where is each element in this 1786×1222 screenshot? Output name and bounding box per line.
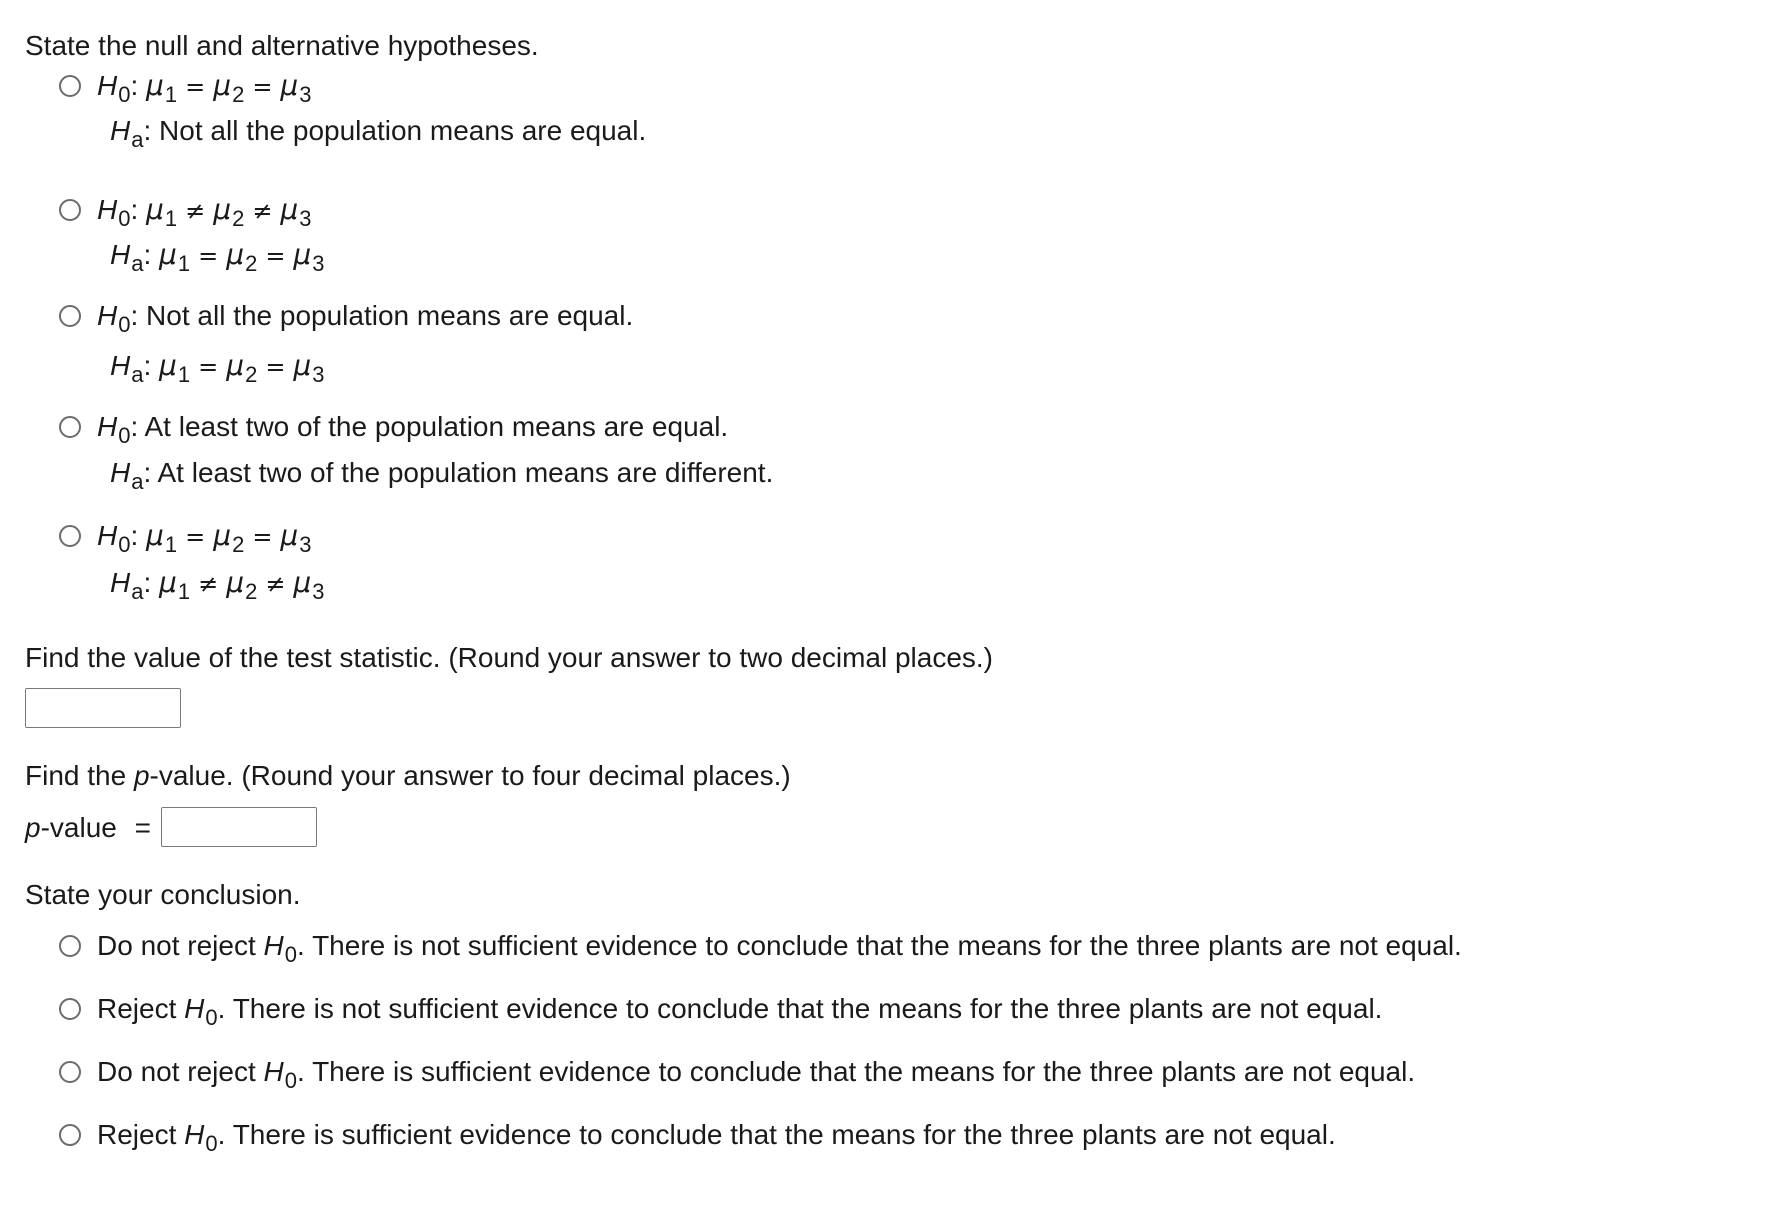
subscript-3: 3 bbox=[299, 532, 312, 557]
conclusion-option-1-text bbox=[97, 928, 1462, 966]
h0-subscript: 0 bbox=[284, 942, 298, 967]
conclusion-pre: Reject bbox=[97, 1119, 185, 1150]
colon: : bbox=[130, 194, 139, 225]
p-letter: p bbox=[25, 812, 41, 843]
subscript-3: 3 bbox=[299, 82, 312, 107]
h0-text: Not all the population means are equal. bbox=[146, 300, 634, 331]
ha-symbol: H bbox=[110, 457, 131, 488]
mu-symbol: μ bbox=[159, 238, 177, 271]
ha-symbol: H bbox=[110, 115, 131, 146]
equals-sign: = bbox=[198, 242, 219, 270]
hypothesis-option-2-ha bbox=[110, 237, 325, 275]
h0-symbol: H bbox=[97, 520, 118, 551]
equals-sign: = bbox=[134, 812, 151, 843]
p-value-input-box[interactable] bbox=[161, 807, 317, 847]
conclusion-post: . There is not sufficient evidence to conclude that the means for the three plants are not equal. bbox=[217, 993, 1383, 1024]
conclusion-option-2-text bbox=[97, 991, 1382, 1029]
conclusion-option-4-radio[interactable] bbox=[59, 1124, 81, 1146]
h0-symbol: H bbox=[97, 411, 118, 442]
mu-symbol: μ bbox=[280, 519, 299, 552]
ha-subscript: a bbox=[131, 362, 144, 387]
colon: : bbox=[143, 457, 152, 488]
subscript-2: 2 bbox=[232, 532, 245, 557]
conclusion-pre: Do not reject bbox=[97, 930, 264, 961]
ha-subscript: a bbox=[131, 469, 144, 494]
hypotheses-prompt: State the null and alternative hypotheses. bbox=[25, 30, 539, 61]
subscript-1: 1 bbox=[177, 362, 191, 387]
colon: : bbox=[130, 300, 139, 331]
h0-subscript: 0 bbox=[205, 1131, 218, 1156]
conclusion-post: . There is sufficient evidence to conclude that the means for the three plants are not equal. bbox=[217, 1119, 1336, 1150]
ha-subscript: a bbox=[131, 251, 144, 276]
hypothesis-option-3-ha bbox=[110, 348, 325, 386]
not-equals-sign: ≠ bbox=[185, 197, 206, 225]
ha-subscript: a bbox=[131, 579, 144, 604]
mu-symbol: μ bbox=[280, 193, 299, 226]
p-value-label bbox=[25, 810, 151, 846]
h0-symbol: H bbox=[97, 194, 118, 225]
hypothesis-option-4-ha bbox=[110, 455, 773, 493]
mu-symbol: μ bbox=[146, 69, 164, 102]
colon: : bbox=[143, 239, 152, 270]
hypothesis-option-4-h0 bbox=[97, 409, 728, 447]
equals-sign: = bbox=[252, 523, 273, 551]
p-value-label-text: -value bbox=[40, 812, 117, 843]
mu-symbol: μ bbox=[146, 519, 164, 552]
hypothesis-option-1-radio[interactable] bbox=[59, 75, 81, 97]
p-value-prompt bbox=[25, 758, 791, 794]
hypothesis-option-2-h0 bbox=[97, 192, 312, 230]
colon: : bbox=[130, 70, 139, 101]
h0-symbol: H bbox=[184, 1119, 205, 1150]
subscript-1: 1 bbox=[164, 532, 178, 557]
mu-symbol: μ bbox=[226, 238, 245, 271]
colon: : bbox=[143, 567, 152, 598]
conclusion-option-3-text bbox=[97, 1054, 1415, 1092]
mu-symbol: μ bbox=[226, 349, 245, 382]
h0-text: At least two of the population means are equal. bbox=[144, 411, 729, 442]
colon: : bbox=[130, 520, 139, 551]
h0-subscript: 0 bbox=[118, 423, 131, 448]
equals-sign: = bbox=[252, 73, 273, 101]
conclusion-post: . There is not sufficient evidence to conclude that the means for the three plants are not equal. bbox=[297, 930, 1462, 961]
h0-subscript: 0 bbox=[118, 312, 131, 337]
ha-symbol: H bbox=[110, 239, 131, 270]
subscript-1: 1 bbox=[164, 82, 178, 107]
mu-symbol: μ bbox=[213, 69, 232, 102]
subscript-2: 2 bbox=[232, 206, 245, 231]
mu-symbol: μ bbox=[159, 566, 177, 599]
test-statistic-input-box[interactable] bbox=[25, 688, 181, 728]
equals-sign: = bbox=[265, 242, 286, 270]
not-equals-sign: ≠ bbox=[265, 570, 286, 598]
p-letter: p bbox=[133, 760, 150, 791]
mu-symbol: μ bbox=[293, 566, 312, 599]
ha-symbol: H bbox=[110, 567, 131, 598]
subscript-2: 2 bbox=[245, 251, 258, 276]
mu-symbol: μ bbox=[213, 193, 232, 226]
subscript-1: 1 bbox=[164, 206, 178, 231]
mu-symbol: μ bbox=[213, 519, 232, 552]
conclusion-option-1-radio[interactable] bbox=[59, 935, 81, 957]
ha-text: At least two of the population means are different. bbox=[157, 457, 774, 488]
p-value-prompt-rest: -value. (Round your answer to four decimal places.) bbox=[149, 760, 791, 791]
mu-symbol: μ bbox=[293, 349, 312, 382]
colon: : bbox=[143, 115, 152, 146]
hypothesis-option-5-ha bbox=[110, 565, 325, 603]
hypothesis-option-5-h0 bbox=[97, 518, 312, 556]
conclusion-prompt: State your conclusion. bbox=[25, 879, 301, 910]
conclusion-option-4-text bbox=[97, 1117, 1336, 1155]
subscript-3: 3 bbox=[312, 251, 325, 276]
h0-symbol: H bbox=[263, 930, 284, 961]
h0-symbol: H bbox=[184, 993, 205, 1024]
p-value-input[interactable] bbox=[162, 808, 316, 846]
equals-sign: = bbox=[265, 353, 286, 381]
h0-symbol: H bbox=[263, 1056, 284, 1087]
conclusion-post: . There is sufficient evidence to conclude that the means for the three plants are not equal. bbox=[297, 1056, 1416, 1087]
equals-sign: = bbox=[185, 73, 206, 101]
conclusion-option-2-radio[interactable] bbox=[59, 998, 81, 1020]
conclusion-pre: Do not reject bbox=[97, 1056, 264, 1087]
not-equals-sign: ≠ bbox=[198, 570, 219, 598]
subscript-1: 1 bbox=[177, 251, 191, 276]
subscript-2: 2 bbox=[245, 579, 258, 604]
h0-subscript: 0 bbox=[118, 82, 131, 107]
h0-subscript: 0 bbox=[118, 206, 131, 231]
subscript-2: 2 bbox=[232, 82, 245, 107]
ha-text: Not all the population means are equal. bbox=[159, 115, 647, 146]
hypothesis-option-3-radio[interactable] bbox=[59, 305, 81, 327]
subscript-1: 1 bbox=[177, 579, 191, 604]
test-statistic-prompt: Find the value of the test statistic. (Round your answer to two decimal places.) bbox=[25, 642, 994, 673]
mu-symbol: μ bbox=[293, 238, 312, 271]
subscript-3: 3 bbox=[299, 206, 312, 231]
mu-symbol: μ bbox=[146, 193, 164, 226]
ha-subscript: a bbox=[131, 127, 144, 152]
p-value-prompt-prefix: Find the bbox=[25, 760, 134, 791]
hypothesis-option-4-radio[interactable] bbox=[59, 416, 81, 438]
h0-subscript: 0 bbox=[118, 532, 131, 557]
colon: : bbox=[143, 350, 152, 381]
subscript-3: 3 bbox=[312, 362, 325, 387]
mu-symbol: μ bbox=[159, 349, 177, 382]
test-statistic-input[interactable] bbox=[26, 689, 180, 727]
hypothesis-option-1-h0 bbox=[97, 68, 312, 106]
conclusion-option-3-radio[interactable] bbox=[59, 1061, 81, 1083]
h0-symbol: H bbox=[97, 70, 118, 101]
colon: : bbox=[130, 411, 139, 442]
equals-sign: = bbox=[185, 523, 206, 551]
conclusion-pre: Reject bbox=[97, 993, 185, 1024]
h0-subscript: 0 bbox=[205, 1005, 218, 1030]
equals-sign: = bbox=[198, 353, 219, 381]
hypothesis-option-2-radio[interactable] bbox=[59, 199, 81, 221]
ha-symbol: H bbox=[110, 350, 131, 381]
h0-symbol: H bbox=[97, 300, 118, 331]
mu-symbol: μ bbox=[280, 69, 299, 102]
h0-subscript: 0 bbox=[284, 1068, 298, 1093]
hypothesis-option-3-h0 bbox=[97, 298, 633, 336]
mu-symbol: μ bbox=[226, 566, 245, 599]
hypothesis-option-1-ha bbox=[110, 113, 646, 151]
not-equals-sign: ≠ bbox=[252, 197, 273, 225]
hypothesis-option-5-radio[interactable] bbox=[59, 525, 81, 547]
subscript-3: 3 bbox=[312, 579, 325, 604]
subscript-2: 2 bbox=[245, 362, 258, 387]
